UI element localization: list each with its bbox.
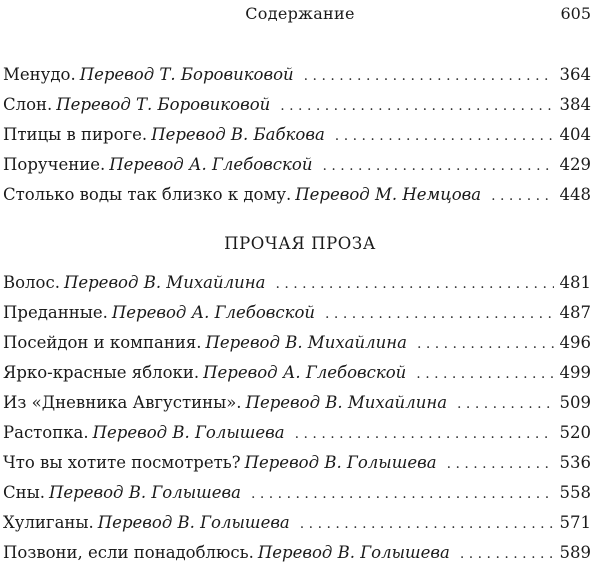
entry-title: Волос. (3, 273, 60, 292)
entry-title: Ярко-красные яблоки. (3, 363, 200, 382)
toc-entry (0, 150, 600, 180)
entry-title: Хулиганы. (3, 513, 94, 532)
dot-leader (457, 389, 553, 419)
entry-title: Слон. (3, 95, 53, 114)
entry-page-number: 520 (559, 423, 591, 442)
entry-translator: Перевод В. Голышева (92, 423, 285, 442)
dot-leader (275, 269, 553, 299)
entry-translator: Перевод В. Михайлина (245, 393, 448, 412)
entry-page-number: 558 (559, 483, 591, 502)
entry-translator: Перевод Т. Боровиковой (79, 65, 294, 84)
dot-leader (416, 359, 553, 389)
entry-title: Птицы в пироге. (3, 125, 148, 144)
entry-title: Сны. (3, 483, 45, 502)
toc-entry (0, 120, 600, 150)
entry-title: Посейдон и компания. (3, 333, 202, 352)
entry-title: Позвони, если понадоблюсь. (3, 543, 254, 562)
dot-leader (325, 299, 553, 329)
toc-entry (0, 60, 600, 90)
entry-page-number: 589 (559, 543, 591, 562)
dot-leader (300, 509, 554, 539)
toc-entry (0, 298, 600, 328)
entry-translator: Перевод В. Голышева (244, 453, 437, 472)
entry-page-number: 496 (559, 333, 591, 352)
toc-entry (0, 448, 600, 478)
entry-title: Менудо. (3, 65, 76, 84)
entry-page-number: 487 (559, 303, 591, 322)
toc-entry (0, 90, 600, 120)
toc-entry (0, 478, 600, 508)
entry-translator: Перевод А. Глебовской (203, 363, 407, 382)
toc-entry (0, 358, 600, 388)
entry-page-number: 509 (559, 393, 591, 412)
entry-title: Преданные. (3, 303, 108, 322)
toc-entry (0, 268, 600, 298)
entry-title: Из «Дневника Августины». (3, 393, 242, 412)
dot-leader (322, 151, 553, 181)
entry-title: Столько воды так близко к дому. (3, 185, 292, 204)
dot-leader (491, 181, 553, 211)
entry-title: Что вы хотите посмотреть? (3, 453, 241, 472)
dot-leader (335, 121, 554, 151)
entry-title: Поручение. (3, 155, 106, 174)
dot-leader (417, 329, 554, 359)
toc-entry (0, 508, 600, 538)
toc-entry (0, 418, 600, 448)
toc-entry (0, 328, 600, 358)
dot-leader (447, 449, 554, 479)
entry-translator: Перевод А. Глебовской (109, 155, 313, 174)
entry-translator: Перевод А. Глебовской (111, 303, 316, 322)
entry-translator: Перевод М. Немцова (295, 185, 482, 204)
dot-leader (304, 61, 554, 91)
running-head (0, 2, 600, 26)
toc-group-other-prose (0, 268, 600, 568)
toc-entry (0, 180, 600, 210)
toc-entry (0, 538, 600, 568)
entry-page-number: 448 (559, 185, 591, 204)
toc-group-stories (0, 60, 600, 210)
entry-translator: Перевод В. Михайлина (63, 273, 266, 292)
entry-translator: Перевод В. Михайлина (205, 333, 407, 352)
entry-translator: Перевод В. Голышева (257, 543, 450, 562)
entry-page-number: 364 (559, 65, 591, 84)
entry-page-number: 499 (559, 363, 591, 382)
entry-page-number: 384 (559, 95, 591, 114)
dot-leader (251, 479, 554, 509)
page-number: 605 (560, 4, 591, 23)
entry-translator: Перевод В. Голышева (97, 513, 290, 532)
entry-page-number: 571 (559, 513, 591, 532)
running-title: Содержание (245, 4, 355, 23)
entry-translator: Перевод В. Бабкова (151, 125, 325, 144)
section-heading: ПРОЧАЯ ПРОЗА (224, 234, 376, 253)
dot-leader (460, 539, 554, 569)
entry-page-number: 429 (559, 155, 591, 174)
entry-translator: Перевод В. Голышева (49, 483, 241, 502)
entry-page-number: 536 (559, 453, 591, 472)
entry-page-number: 481 (559, 273, 591, 292)
dot-leader (280, 91, 553, 121)
entry-title: Растопка. (3, 423, 89, 442)
dot-leader (295, 419, 554, 449)
entry-page-number: 404 (559, 125, 591, 144)
entry-translator: Перевод Т. Боровиковой (56, 95, 271, 114)
toc-entry (0, 388, 600, 418)
